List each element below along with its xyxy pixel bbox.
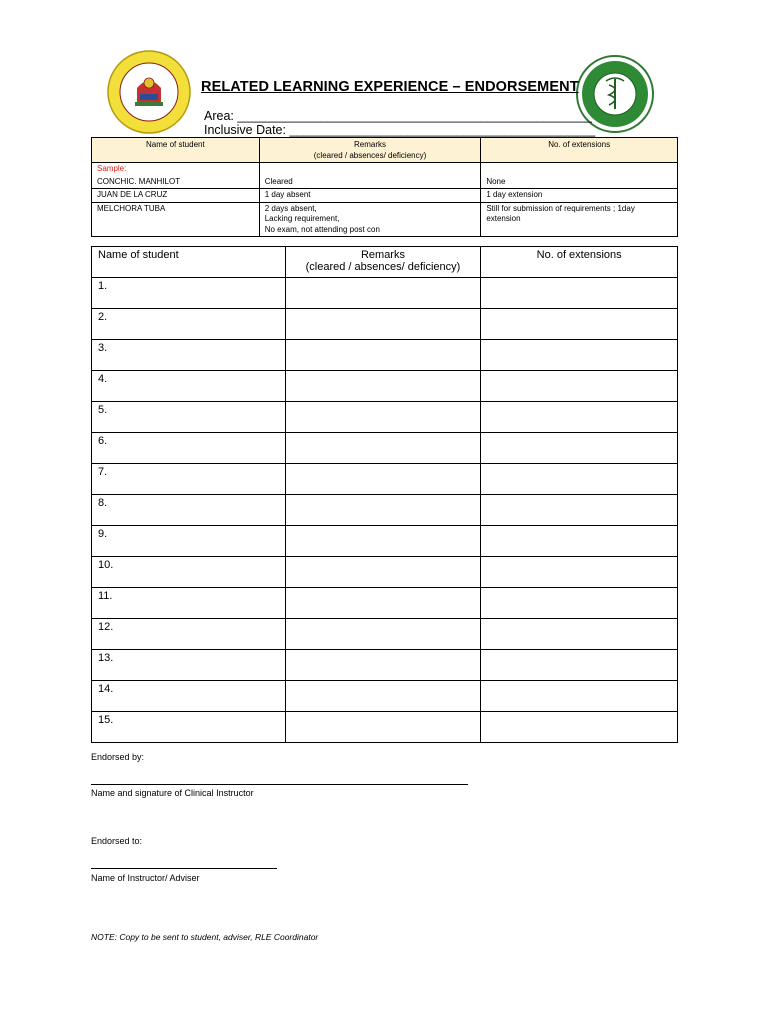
remarks-cell (285, 402, 481, 433)
remarks-cell (285, 712, 481, 743)
sample-remark-line: 2 days absent, (264, 203, 317, 213)
header-extensions: No. of extensions (481, 247, 678, 278)
header-name: Name of student (92, 247, 286, 278)
sample-header-remarks-sub: (cleared / absences/ deficiency) (313, 150, 427, 160)
adviser-signature-line (91, 868, 277, 869)
header-remarks-label: Remarks (360, 249, 405, 261)
remarks-cell (285, 526, 481, 557)
remarks-cell (285, 371, 481, 402)
university-seal-logo (107, 50, 191, 134)
extensions-cell (481, 309, 678, 340)
row-number: 2. (92, 309, 286, 340)
table-row (92, 712, 678, 743)
sample-header-name: Name of student (92, 138, 260, 163)
extensions-cell (481, 402, 678, 433)
extensions-cell (481, 712, 678, 743)
endorsed-to-label: Endorsed to: (91, 836, 143, 846)
distribution-note: NOTE: Copy to be sent to student, adviser, RLE Coordinator (91, 932, 319, 942)
extensions-cell (481, 588, 678, 619)
sample-cell-name (92, 202, 260, 237)
sample-header-remarks (259, 138, 481, 163)
extensions-cell (481, 464, 678, 495)
sample-header-extensions: No. of extensions (481, 138, 678, 163)
remarks-cell (285, 650, 481, 681)
adviser-signature-caption: Name of Instructor/ Adviser (91, 873, 200, 883)
table-row (92, 433, 678, 464)
sample-cell-ext: None (481, 176, 678, 189)
sample-cell-remarks (259, 202, 481, 237)
remarks-cell (285, 433, 481, 464)
remarks-cell (285, 588, 481, 619)
extensions-cell (481, 495, 678, 526)
sample-row (92, 176, 678, 189)
table-row (92, 495, 678, 526)
remarks-cell (285, 619, 481, 650)
sample-row (92, 202, 678, 237)
remarks-cell (285, 557, 481, 588)
table-row (92, 619, 678, 650)
table-row (92, 650, 678, 681)
row-number: 9. (92, 526, 286, 557)
row-number: 12. (92, 619, 286, 650)
row-number: 11. (92, 588, 286, 619)
header-remarks-sub: (cleared / absences/ deficiency) (305, 261, 461, 273)
form-title: RELATED LEARNING EXPERIENCE – ENDORSEMENT (201, 79, 579, 95)
sample-cell-remarks: Cleared (259, 176, 481, 189)
table-row (92, 526, 678, 557)
sample-table-header (92, 138, 678, 163)
sample-ext-line: extension (486, 214, 521, 223)
remarks-cell (285, 340, 481, 371)
inclusive-date-field-label: Inclusive Date: ____________________________________________ (204, 123, 596, 137)
sample-row (92, 189, 678, 203)
sample-table (91, 137, 678, 237)
instructor-signature-line (91, 784, 468, 785)
sample-header-remarks-label: Remarks (354, 140, 387, 149)
extensions-cell (481, 650, 678, 681)
endorsed-by-label: Endorsed by: (91, 752, 145, 762)
instructor-signature-caption: Name and signature of Clinical Instructor (91, 788, 254, 798)
row-number: 5. (92, 402, 286, 433)
sample-cell-name: JUAN DE LA CRUZ (92, 189, 260, 203)
row-number: 1. (92, 278, 286, 309)
table-row (92, 557, 678, 588)
remarks-cell (285, 278, 481, 309)
row-number: 6. (92, 433, 286, 464)
area-field-label: Area: ___________________________________________________ (204, 109, 592, 123)
table-row (92, 588, 678, 619)
remarks-cell (285, 495, 481, 526)
table-row (92, 681, 678, 712)
row-number: 15. (92, 712, 286, 743)
extensions-cell (481, 371, 678, 402)
sample-cell (259, 163, 481, 176)
extensions-cell (481, 619, 678, 650)
remarks-cell (285, 464, 481, 495)
row-number: 10. (92, 557, 286, 588)
table-row (92, 464, 678, 495)
table-row (92, 402, 678, 433)
extensions-cell (481, 681, 678, 712)
row-number: 3. (92, 340, 286, 371)
extensions-cell (481, 278, 678, 309)
table-row (92, 340, 678, 371)
sample-cell-remarks: 1 day absent (259, 189, 481, 203)
extensions-cell (481, 340, 678, 371)
extensions-cell (481, 526, 678, 557)
sample-row-label (92, 163, 678, 176)
sample-remark-line: Lacking requirement, (264, 214, 340, 223)
extensions-cell (481, 433, 678, 464)
row-number: 4. (92, 371, 286, 402)
sample-cell-ext: 1 day extension (481, 189, 678, 203)
sample-ext-line: Still for submission of requirements ; 1day (486, 203, 635, 213)
extensions-cell (481, 557, 678, 588)
row-number: 13. (92, 650, 286, 681)
sample-remark-line: No exam, not attending post con (264, 224, 380, 234)
table-row (92, 278, 678, 309)
table-row (92, 371, 678, 402)
table-row (92, 309, 678, 340)
endorsement-table (91, 246, 678, 743)
sample-cell-ext (481, 202, 678, 237)
remarks-cell (285, 309, 481, 340)
sample-label: Sample: (92, 163, 260, 176)
row-number: 7. (92, 464, 286, 495)
row-number: 14. (92, 681, 286, 712)
endorsement-table-header (92, 247, 678, 278)
sample-name: MELCHORA TUBA (97, 203, 166, 213)
sample-cell (481, 163, 678, 176)
sample-cell-name: CONCHIC. MANHILOT (92, 176, 260, 189)
remarks-cell (285, 681, 481, 712)
header-remarks (285, 247, 481, 278)
row-number: 8. (92, 495, 286, 526)
